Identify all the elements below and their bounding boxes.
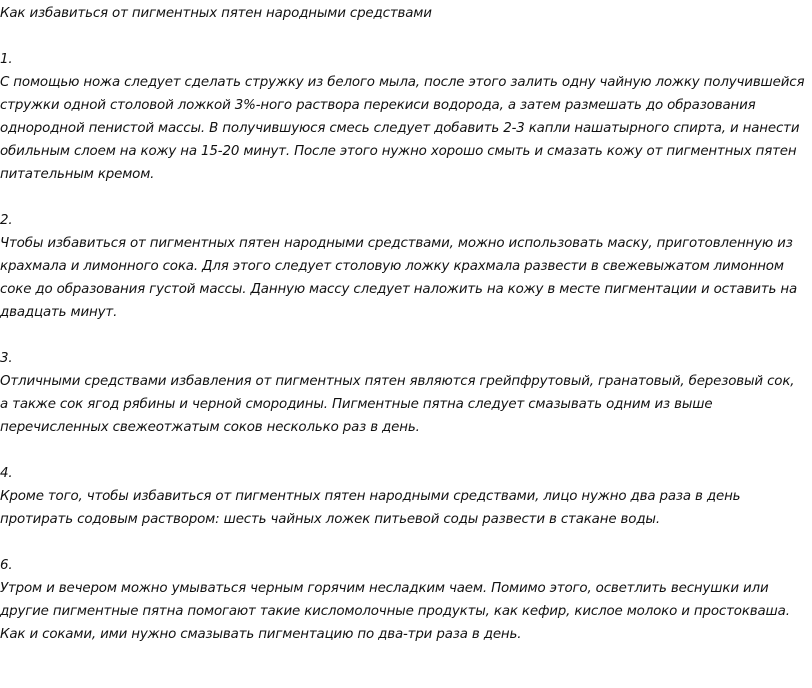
- section-number: 3.: [0, 351, 13, 366]
- section-text: С помощью ножа следует сделать стружку из белого мыла, после этого залить одну чайную ложку получившейся стружки одной столовой ложкой 3%-ного раствора перекиси водорода, а затем размешать до образования однородной пенистой массы. В получившуюся смесь следует добавить 2-3 капли нашатырного спирта, и нанести обильным слоем на кожу на 15-20 минут. После этого нужно хорошо смыть и смазать кожу от пигментных пятен питательным кремом.: [0, 75, 805, 182]
- section-text: Чтобы избавиться от пигментных пятен народными средствами, можно использовать маску, приготовленную из крахмала и лимонного сока. Для этого следует столовую ложку крахмала развести в свежевыжатом лимонном соке до образования густой массы. Данную массу следует наложить на кожу в месте пигментации и оставить на двадцать минут.: [0, 236, 798, 320]
- article-title: Как избавиться от пигментных пятен народными средствами: [0, 6, 432, 21]
- section-number: 6.: [0, 558, 13, 573]
- section-number: 4.: [0, 466, 13, 481]
- section-4: [0, 462, 806, 531]
- section-3: [0, 347, 806, 439]
- section-6: [0, 554, 806, 646]
- section-text: Отличными средствами избавления от пигментных пятен являются грейпфрутовый, гранатовый, березовый сок, а также сок ягод рябины и черной смородины. Пигментные пятна следует смазывать одним из выше перечисленных свежеотжатым соков несколько раз в день.: [0, 374, 795, 435]
- section-1: [0, 48, 806, 186]
- section-text: Кроме того, чтобы избавиться от пигментных пятен народными средствами, лицо нужно два раза в день протирать содовым раствором: шесть чайных ложек питьевой соды развести в стакане воды.: [0, 489, 741, 527]
- article: [0, 2, 806, 646]
- section-number: 1.: [0, 52, 13, 67]
- section-text: Утром и вечером можно умываться черным горячим несладким чаем. Помимо этого, осветлить веснушки или другие пигментные пятна помогают такие кисломолочные продукты, как кефир, кислое молоко и простокваша. Как и соками, ими нужно смазывать пигментацию по два-три раза в день.: [0, 581, 790, 642]
- section-number: 2.: [0, 213, 13, 228]
- section-2: [0, 209, 806, 324]
